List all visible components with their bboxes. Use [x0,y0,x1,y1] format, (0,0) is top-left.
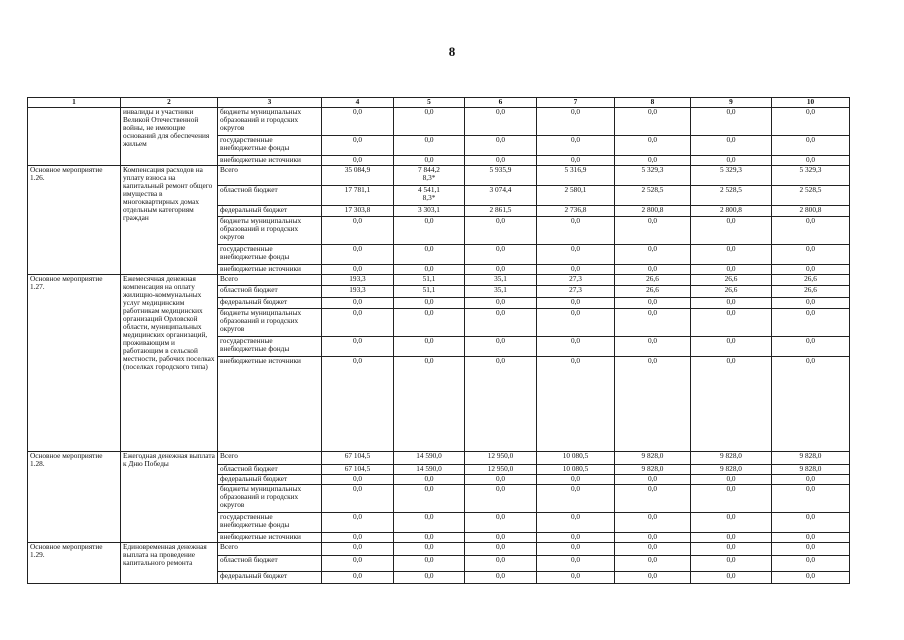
value-cell: 0,0 [615,337,691,357]
funding-source-cell: государственные внебюджетные фонды [218,513,322,533]
funding-source-cell: Всего [218,275,322,286]
value-cell: 10 080,5 [537,452,615,465]
value-cell: 0,0 [465,556,537,572]
value-cell: 0,0 [691,485,772,513]
value-cell: 0,0 [394,533,465,543]
value-cell: 0,0 [465,309,537,337]
value-cell: 0,0 [394,357,465,452]
value-cell: 0,0 [772,485,850,513]
value-cell: 0,0 [615,533,691,543]
funding-source-cell: бюджеты муниципальных образований и городских округов [218,217,322,245]
funding-source-cell: областной бюджет [218,286,322,298]
value-cell: 2 800,8 [615,206,691,217]
funding-source-cell: Всего [218,452,322,465]
value-cell: 0,0 [537,108,615,136]
event-cell: Основное мероприятие 1.28. [28,452,121,543]
value-cell: 9 828,0 [615,465,691,475]
value-cell: 5 935,9 [465,166,537,186]
value-cell: 0,0 [322,533,394,543]
value-cell: 0,0 [394,485,465,513]
value-cell: 0,0 [465,337,537,357]
value-cell: 0,0 [537,543,615,556]
value-cell: 0,0 [537,513,615,533]
value-cell: 0,0 [772,556,850,572]
value-cell: 0,0 [322,309,394,337]
event-cell: Основное мероприятие 1.27. [28,275,121,452]
value-cell: 0,0 [465,298,537,309]
value-cell: 0,0 [615,475,691,485]
value-cell: 0,0 [394,337,465,357]
funding-source-cell: областной бюджет [218,186,322,206]
value-cell: 0,0 [322,513,394,533]
value-cell: 0,0 [537,309,615,337]
funding-source-cell: федеральный бюджет [218,206,322,217]
header-cell: 6 [465,98,537,108]
value-cell: 0,0 [322,572,394,584]
value-cell: 0,0 [322,556,394,572]
value-cell: 0,0 [394,217,465,245]
header-cell: 1 [28,98,121,108]
value-cell: 0,0 [465,245,537,265]
value-cell: 27,3 [537,275,615,286]
value-cell: 0,0 [394,572,465,584]
table-row [28,543,850,556]
value-cell: 35 084,9 [322,166,394,186]
value-cell: 0,0 [772,475,850,485]
funding-source-cell: государственные внебюджетные фонды [218,136,322,156]
value-cell: 0,0 [465,513,537,533]
value-cell: 0,0 [691,572,772,584]
value-cell: 0,0 [537,556,615,572]
value-cell: 4 541,1 8,3* [394,186,465,206]
value-cell: 0,0 [615,298,691,309]
value-cell: 9 828,0 [772,465,850,475]
value-cell: 51,1 [394,286,465,298]
value-cell: 0,0 [772,156,850,166]
funding-source-cell: Всего [218,166,322,186]
value-cell: 0,0 [322,475,394,485]
value-cell: 0,0 [772,543,850,556]
value-cell: 0,0 [322,357,394,452]
value-cell: 0,0 [691,543,772,556]
value-cell: 26,6 [772,286,850,298]
value-cell: 26,6 [691,286,772,298]
value-cell: 5 329,3 [772,166,850,186]
value-cell: 193,3 [322,275,394,286]
page-number: 8 [448,44,456,59]
value-cell: 0,0 [615,543,691,556]
value-cell: 0,0 [465,217,537,245]
header-row [28,98,850,108]
value-cell: 35,1 [465,286,537,298]
value-cell: 0,0 [394,513,465,533]
value-cell: 9 828,0 [615,452,691,465]
value-cell: 5 316,9 [537,166,615,186]
value-cell: 3 303,1 [394,206,465,217]
value-cell: 0,0 [322,217,394,245]
value-cell: 0,0 [465,572,537,584]
funding-source-cell: внебюджетные источники [218,357,322,452]
value-cell: 0,0 [691,475,772,485]
value-cell: 0,0 [394,475,465,485]
description-cell: Компенсация расходов на уплату взноса на капитальный ремонт общего имущества в многоквартирных домах отдельным категориям граждан [121,166,218,275]
funding-source-cell: федеральный бюджет [218,475,322,485]
value-cell: 0,0 [691,245,772,265]
funding-source-cell: областной бюджет [218,465,322,475]
description-cell: Ежегодная денежная выплата к Дню Победы [121,452,218,543]
value-cell: 0,0 [772,217,850,245]
value-cell: 0,0 [394,136,465,156]
header-cell: 3 [218,98,322,108]
value-cell: 0,0 [465,357,537,452]
value-cell: 0,0 [772,533,850,543]
value-cell: 27,3 [537,286,615,298]
value-cell: 2 736,8 [537,206,615,217]
event-cell [28,108,121,166]
budget-table [27,97,850,584]
description-cell: Единовременная денежная выплата на проведение капитального ремонта [121,543,218,584]
value-cell: 0,0 [772,513,850,533]
value-cell: 0,0 [615,245,691,265]
value-cell: 0,0 [394,298,465,309]
value-cell: 0,0 [772,572,850,584]
table-row [28,275,850,286]
value-cell: 0,0 [615,572,691,584]
value-cell: 0,0 [394,543,465,556]
value-cell: 0,0 [537,136,615,156]
value-cell: 0,0 [691,309,772,337]
header-cell: 2 [121,98,218,108]
header-cell: 5 [394,98,465,108]
funding-source-cell: бюджеты муниципальных образований и городских округов [218,309,322,337]
funding-source-cell: государственные внебюджетные фонды [218,245,322,265]
value-cell: 0,0 [322,298,394,309]
value-cell: 0,0 [772,108,850,136]
value-cell: 0,0 [615,513,691,533]
value-cell: 0,0 [537,298,615,309]
value-cell: 12 950,0 [465,452,537,465]
value-cell: 0,0 [615,136,691,156]
description-cell: Ежемесячная денежная компенсация на оплату жилищно-коммунальных услуг медицинским работникам медицинских организаций Орловской области, муниципальных медицинских организаций, проживающим и работающим в сельской местности, рабочих поселках (поселках городского типа) [121,275,218,452]
value-cell: 5 329,3 [615,166,691,186]
event-cell: Основное мероприятие 1.29. [28,543,121,584]
value-cell: 9 828,0 [691,465,772,475]
header-cell: 9 [691,98,772,108]
value-cell: 0,0 [465,475,537,485]
event-cell: Основное мероприятие 1.26. [28,166,121,275]
table-row [28,166,850,186]
value-cell: 0,0 [322,245,394,265]
value-cell: 0,0 [394,245,465,265]
value-cell: 0,0 [322,136,394,156]
value-cell: 17 781,1 [322,186,394,206]
header-cell: 4 [322,98,394,108]
value-cell: 0,0 [465,485,537,513]
value-cell: 0,0 [615,265,691,275]
funding-source-cell: бюджеты муниципальных образований и городских округов [218,485,322,513]
value-cell: 0,0 [537,572,615,584]
value-cell: 0,0 [537,485,615,513]
value-cell: 0,0 [394,309,465,337]
value-cell: 0,0 [537,156,615,166]
funding-source-cell: Всего [218,543,322,556]
header-cell: 8 [615,98,691,108]
value-cell: 12 950,0 [465,465,537,475]
value-cell: 2 800,8 [691,206,772,217]
value-cell: 9 828,0 [772,452,850,465]
value-cell: 26,6 [615,286,691,298]
value-cell: 2 528,5 [772,186,850,206]
value-cell: 0,0 [691,265,772,275]
value-cell: 0,0 [615,217,691,245]
value-cell: 0,0 [465,543,537,556]
value-cell: 0,0 [322,156,394,166]
value-cell: 0,0 [772,245,850,265]
value-cell: 0,0 [772,265,850,275]
value-cell: 0,0 [615,485,691,513]
funding-source-cell: федеральный бюджет [218,572,322,584]
value-cell: 26,6 [772,275,850,286]
value-cell: 26,6 [691,275,772,286]
value-cell: 0,0 [691,556,772,572]
value-cell: 0,0 [537,265,615,275]
value-cell: 0,0 [394,156,465,166]
funding-source-cell: государственные внебюджетные фонды [218,337,322,357]
funding-source-cell: внебюджетные источники [218,265,322,275]
value-cell: 0,0 [537,475,615,485]
value-cell: 2 861,5 [465,206,537,217]
value-cell: 2 528,5 [615,186,691,206]
value-cell: 5 329,3 [691,166,772,186]
value-cell: 0,0 [537,245,615,265]
funding-source-cell: внебюджетные источники [218,156,322,166]
value-cell: 0,0 [691,513,772,533]
value-cell: 0,0 [322,265,394,275]
value-cell: 26,6 [615,275,691,286]
value-cell: 0,0 [322,543,394,556]
value-cell: 2 580,1 [537,186,615,206]
value-cell: 9 828,0 [691,452,772,465]
value-cell: 0,0 [691,533,772,543]
value-cell: 0,0 [465,136,537,156]
value-cell: 0,0 [691,337,772,357]
value-cell: 0,0 [691,156,772,166]
value-cell: 0,0 [772,337,850,357]
value-cell: 0,0 [615,357,691,452]
value-cell: 0,0 [394,265,465,275]
header-cell: 10 [772,98,850,108]
description-cell: инвалиды и участники Великой Отечественной войны, не имеющие оснований для обеспечения жильем [121,108,218,166]
value-cell: 0,0 [465,108,537,136]
value-cell: 14 590,0 [394,465,465,475]
value-cell: 51,1 [394,275,465,286]
funding-source-cell: бюджеты муниципальных образований и городских округов [218,108,322,136]
value-cell: 7 844,2 8,3* [394,166,465,186]
value-cell: 0,0 [322,485,394,513]
table-row [28,452,850,465]
value-cell: 0,0 [691,108,772,136]
value-cell: 67 104,5 [322,465,394,475]
value-cell: 0,0 [691,217,772,245]
value-cell: 0,0 [465,156,537,166]
value-cell: 2 528,5 [691,186,772,206]
value-cell: 35,1 [465,275,537,286]
value-cell: 0,0 [615,556,691,572]
value-cell: 0,0 [772,309,850,337]
value-cell: 2 800,8 [772,206,850,217]
value-cell: 0,0 [691,136,772,156]
value-cell: 0,0 [772,136,850,156]
value-cell: 0,0 [322,337,394,357]
value-cell: 0,0 [772,298,850,309]
value-cell: 0,0 [465,533,537,543]
funding-source-cell: областной бюджет [218,556,322,572]
funding-source-cell: внебюджетные источники [218,533,322,543]
value-cell: 14 590,0 [394,452,465,465]
value-cell: 0,0 [691,298,772,309]
value-cell: 0,0 [615,156,691,166]
value-cell: 67 104,5 [322,452,394,465]
value-cell: 0,0 [615,108,691,136]
value-cell: 193,3 [322,286,394,298]
table-row [28,108,850,136]
value-cell: 0,0 [537,357,615,452]
header-cell: 7 [537,98,615,108]
value-cell: 0,0 [394,108,465,136]
value-cell: 0,0 [322,108,394,136]
value-cell: 0,0 [691,357,772,452]
value-cell: 0,0 [537,533,615,543]
value-cell: 0,0 [615,309,691,337]
value-cell: 10 080,5 [537,465,615,475]
value-cell: 0,0 [394,556,465,572]
value-cell: 0,0 [465,265,537,275]
value-cell: 17 303,8 [322,206,394,217]
value-cell: 0,0 [537,337,615,357]
funding-source-cell: федеральный бюджет [218,298,322,309]
value-cell: 0,0 [772,357,850,452]
value-cell: 3 074,4 [465,186,537,206]
value-cell: 0,0 [537,217,615,245]
